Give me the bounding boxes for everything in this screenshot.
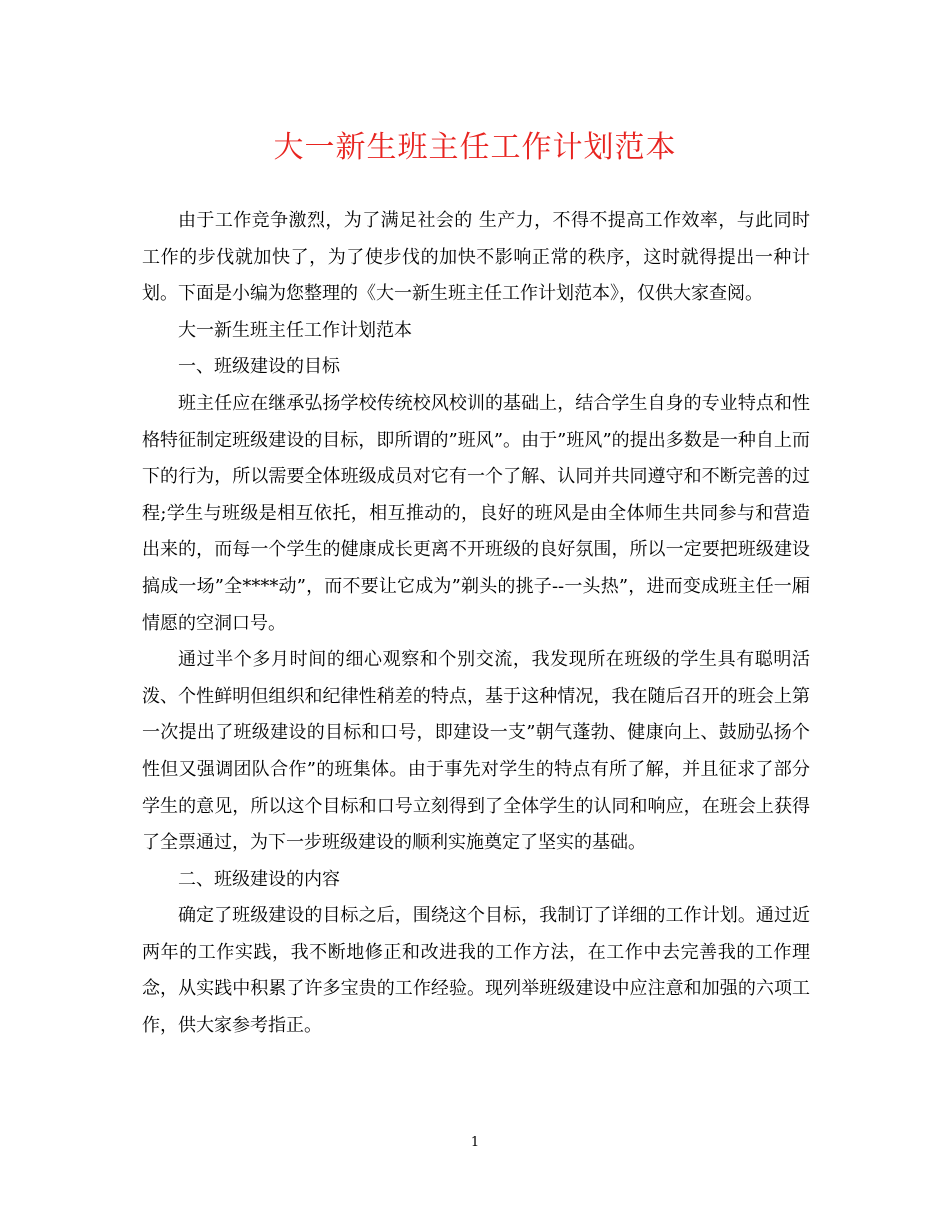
section-heading-goals: 一、班级建设的目标 xyxy=(178,356,340,378)
document-title: 大一新生班主任工作计划范本 xyxy=(273,130,677,165)
section-heading-content: 二、班级建设的内容 xyxy=(178,868,340,890)
paragraph-intro: 由于工作竞争激烈，为了满足社会的 生产力，不得不提高工作效率，与此同时工作的步伐就加快了，为了使步伐的加快不影响正常的秩序，这时就得提出一种计划。下面是小编为您整理的《大一新生班主任工作计划范本》，仅供大家查阅。 xyxy=(142,210,810,305)
paragraph-observation: 通过半个多月时间的细心观察和个别交流，我发现所在班级的学生具有聪明活泼、个性鲜明但组织和纪律性稍差的特点，基于这种情况，我在随后召开的班会上第一次提出了班级建设的目标和口号，即建设一支”朝气蓬勃、健康向上、鼓励弘扬个性但又强调团队合作”的班集体。由于事先对学生的特点有所了解，并且征求了部分学生的意见，所以这个目标和口号立刻得到了全体学生的认同和响应，在班会上获得了全票通过，为下一步班级建设的顺利实施奠定了坚实的基础。 xyxy=(142,649,810,854)
paragraph-subtitle: 大一新生班主任工作计划范本 xyxy=(178,319,412,341)
paragraph-class-style: 班主任应在继承弘扬学校传统校风校训的基础上，结合学生自身的专业特点和性格特征制定班级建设的目标，即所谓的”班风”。由于”班风”的提出多数是一种自上而下的行为，所以需要全体班级成员对它有一个了解、认同并共同遵守和不断完善的过程;学生与班级是相互依托，相互推动的，良好的班风是由全体师生共同参与和营造出来的，而每一个学生的健康成长更离不开班级的良好氛围，所以一定要把班级建设搞成一场”全****动”，而不要让它成为”剃头的挑子--一头热”，进而变成班主任一厢情愿的空洞口号。 xyxy=(142,392,810,634)
paragraph-work-plan: 确定了班级建设的目标之后，围绕这个目标，我制订了详细的工作计划。通过近两年的工作实践，我不断地修正和改进我的工作方法，在工作中去完善我的工作理念，从实践中积累了许多宝贵的工作经验。现列举班级建设中应注意和加强的六项工作，供大家参考指正。 xyxy=(142,905,810,1037)
page-number: 1 xyxy=(470,1135,480,1150)
document-body xyxy=(142,203,810,1045)
